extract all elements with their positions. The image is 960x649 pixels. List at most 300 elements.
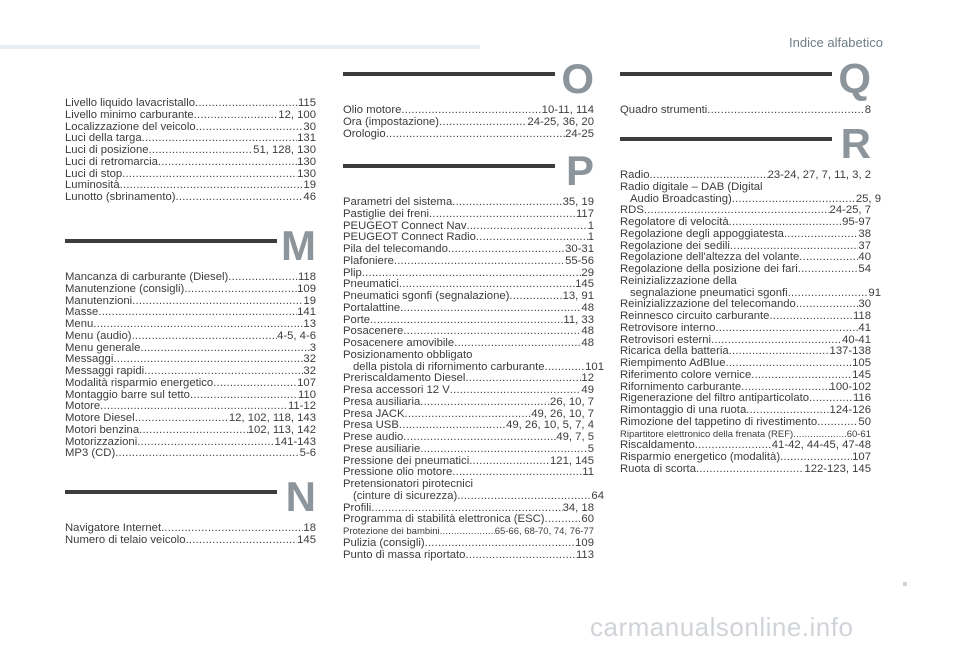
dot-leader — [746, 405, 829, 417]
dot-leader — [450, 385, 582, 397]
entry-pages: 60-61 — [846, 428, 871, 440]
dot-leader — [465, 550, 576, 562]
dot-leader — [452, 197, 562, 209]
dot-leader — [401, 105, 541, 117]
dot-leader — [799, 252, 858, 264]
entry-term: Modalità risparmio energetico — [65, 377, 214, 389]
entry-term: Ricarica della batteria — [620, 346, 729, 358]
entry-pages: 23-24, 27, 7, 11, 3, 2 — [767, 170, 871, 181]
section-rule — [620, 72, 832, 76]
section-letter: M — [281, 222, 316, 269]
entry-term: Posizionamento obbligato — [343, 349, 473, 361]
entry-term: Regolazione della posizione dei fari — [620, 264, 798, 275]
index-entry — [343, 326, 594, 338]
entry-term: Preriscaldamento Diesel — [343, 373, 466, 385]
dot-leader — [780, 452, 852, 464]
dot-leader — [729, 217, 842, 229]
entry-term: Risparmio energetico (modalità) — [620, 452, 781, 463]
entry-term: Messaggi — [65, 354, 114, 366]
index-entry — [65, 319, 316, 331]
index-entry — [620, 205, 871, 217]
dot-leader — [448, 244, 565, 256]
index-entry — [620, 346, 871, 358]
dot-leader — [93, 319, 303, 331]
index-entry — [65, 180, 316, 192]
section-header — [343, 147, 598, 197]
entry-pages: 124-126 — [829, 405, 871, 416]
dot-leader — [726, 358, 853, 370]
index-entry — [343, 129, 594, 141]
index-entry — [65, 331, 316, 343]
entry-term: Livello liquido lavacristallo — [65, 98, 195, 109]
dot-leader — [371, 503, 562, 515]
entry-pages: 131 — [297, 133, 316, 145]
section-rule — [65, 490, 277, 494]
entry-pages: 1 — [587, 232, 594, 244]
entry-term: Regolazione dell'altezza del volante — [620, 252, 800, 264]
index-entry — [343, 479, 594, 491]
entry-pages: 49, 26, 10, 5, 7, 4 — [506, 420, 594, 432]
index-entry — [343, 456, 594, 468]
entry-term: Pneumatici sgonfi (segnalazione) — [343, 291, 510, 302]
page-corner-mark — [903, 582, 907, 586]
entry-term: Olio motore — [343, 105, 402, 116]
dot-leader — [158, 157, 297, 169]
index-entry — [620, 276, 871, 288]
index-entry — [620, 311, 871, 323]
index-entry — [620, 299, 871, 311]
entry-pages: 32 — [303, 354, 316, 366]
index-entry — [620, 417, 871, 429]
entry-pages: 32 — [303, 366, 316, 377]
dot-leader — [809, 393, 853, 405]
index-entry — [65, 413, 316, 425]
entry-pages: 24-25, 7 — [829, 205, 871, 217]
entry-term: Riempimento AdBlue — [620, 358, 726, 369]
index-section-n — [65, 473, 320, 547]
entry-term: (cinture di sicurezza) — [353, 490, 458, 502]
entry-pages: 145 — [852, 369, 871, 381]
index-entry — [620, 288, 881, 300]
index-entry — [343, 117, 594, 129]
index-entry — [620, 382, 871, 394]
index-entry — [343, 432, 594, 444]
entry-term: Luci della targa — [65, 133, 142, 145]
entry-pages: 46 — [303, 192, 316, 203]
entry-term: Motore — [65, 401, 101, 413]
entry-pages: 24-25, 36, 20 — [527, 116, 594, 128]
dot-leader — [132, 331, 278, 343]
entry-pages: 13 — [303, 319, 316, 330]
entry-term: Navigatore Internet — [65, 523, 162, 534]
entry-term: Pressione dei pneumatici — [343, 455, 470, 467]
entry-pages: 26, 10, 7 — [550, 396, 594, 408]
section-rule — [620, 137, 832, 141]
dot-leader — [769, 311, 853, 323]
index-entry — [620, 335, 871, 347]
entry-term: Riscaldamento — [620, 440, 695, 452]
entry-term: Numero di telaio veicolo — [65, 534, 186, 546]
dot-leader — [370, 315, 563, 327]
entry-term: Posacenere amovibile — [343, 338, 455, 349]
entry-term: RDS — [620, 205, 644, 217]
entry-pages: 37 — [858, 240, 871, 252]
index-entry — [65, 366, 316, 378]
entry-pages: 5-6 — [299, 448, 316, 460]
entry-pages: 1 — [587, 220, 594, 232]
index-entry — [65, 192, 316, 204]
dot-leader — [440, 526, 495, 538]
entry-term: Menu (audio) — [65, 330, 132, 342]
entry-pages: 121, 145 — [550, 455, 594, 467]
index-entry — [620, 229, 871, 241]
dot-leader — [139, 425, 248, 437]
entry-term: Plip — [343, 267, 362, 279]
index-entry — [620, 241, 871, 253]
entry-term: Reinizializzazione del telecomando — [620, 299, 796, 311]
index-entry — [65, 378, 316, 390]
dot-leader — [730, 241, 859, 253]
entry-pages: 40-41 — [842, 334, 871, 346]
entry-term: Prese audio — [343, 432, 404, 443]
dot-leader — [429, 209, 576, 221]
entry-pages: 10-11, 114 — [541, 105, 594, 116]
index-entry — [65, 307, 316, 319]
entry-term: Quadro strumenti — [620, 105, 708, 116]
index-entry — [620, 429, 871, 441]
index-entry — [343, 303, 594, 315]
index-entry — [343, 350, 594, 362]
dot-leader — [405, 409, 532, 421]
dot-leader — [144, 366, 303, 378]
entry-pages: 11, 33 — [563, 314, 594, 326]
dot-leader — [399, 279, 575, 291]
entry-term: Regolazione degli appoggiatesta — [620, 228, 784, 240]
entry-pages: 109 — [297, 283, 316, 295]
entry-term: Menu — [65, 319, 94, 330]
dot-leader — [644, 205, 830, 217]
dot-leader — [100, 401, 288, 413]
entry-term: Porte — [343, 314, 371, 326]
watermark: carmanualsonline.info — [590, 612, 854, 642]
dot-leader — [796, 299, 859, 311]
dot-leader — [732, 194, 856, 206]
entry-term: Motori benzina — [65, 424, 140, 436]
entry-term: Posacenere — [343, 326, 404, 338]
index-entry — [65, 425, 316, 437]
dot-leader — [386, 129, 565, 141]
entry-pages: 5 — [587, 443, 594, 455]
index-entry — [65, 169, 316, 181]
dot-leader — [132, 296, 303, 308]
dot-leader — [545, 362, 586, 374]
section-title: Indice alfabetico — [789, 35, 883, 50]
dot-leader — [399, 420, 506, 432]
entry-pages: 48 — [581, 338, 594, 349]
index-entry — [65, 284, 316, 296]
index-entry — [65, 272, 316, 284]
index-section-p — [343, 147, 604, 561]
entry-term: Presa JACK — [343, 408, 405, 420]
entry-term: Orologio — [343, 128, 386, 140]
entry-pages: 49 — [581, 385, 594, 396]
dot-leader — [142, 133, 298, 145]
entry-term: Regolatore di velocità — [620, 217, 729, 228]
index-entry — [343, 467, 594, 479]
entry-pages: 137-138 — [829, 346, 871, 358]
section-header — [620, 55, 875, 105]
dot-leader — [469, 456, 550, 468]
dot-leader — [394, 256, 565, 268]
entry-term: Protezione dei bambini — [343, 526, 440, 537]
index-entry — [343, 232, 594, 244]
index-entry — [343, 279, 594, 291]
dot-leader — [184, 284, 297, 296]
dot-leader — [788, 288, 869, 300]
entry-term: Ruota di scorta — [620, 463, 696, 475]
dot-leader — [228, 272, 298, 284]
dot-leader — [452, 467, 582, 479]
index-entry — [343, 385, 594, 397]
entry-term: Luci di posizione — [65, 145, 149, 156]
entry-term: Rifornimento carburante — [620, 381, 742, 393]
dot-leader — [465, 373, 581, 385]
entry-pages: 65-66, 68-70, 74, 76-77 — [494, 526, 594, 537]
entry-term: Radio — [620, 170, 650, 181]
dot-leader — [213, 378, 297, 390]
index-entry — [343, 315, 594, 327]
dot-leader — [784, 229, 858, 241]
entry-pages: 100-102 — [829, 381, 871, 393]
entry-pages: 117 — [575, 208, 594, 220]
entry-pages: 30 — [858, 299, 871, 311]
index-section-q — [620, 55, 875, 117]
entry-pages: 109 — [575, 537, 594, 549]
entry-pages: 49, 7, 5 — [556, 432, 594, 443]
index-entry — [343, 491, 604, 503]
entry-pages: 116 — [852, 393, 871, 405]
index-entry — [620, 405, 871, 417]
index-entry — [343, 514, 594, 526]
entry-term: Regolazione dei sedili — [620, 240, 730, 252]
entry-pages: 54 — [858, 264, 871, 275]
entry-pages: 35, 19 — [562, 197, 594, 208]
index-entry — [65, 145, 316, 157]
entry-term: Rimontaggio di una ruota — [620, 405, 747, 416]
dot-leader — [711, 335, 842, 347]
index-section-continued — [65, 98, 320, 204]
entry-term: PEUGEOT Connect Nav — [343, 220, 467, 232]
entry-term: Radio digitale – DAB (Digital — [620, 181, 763, 193]
dot-leader — [403, 432, 556, 444]
entry-pages: 130 — [297, 168, 316, 180]
dot-leader — [196, 122, 304, 134]
dot-leader — [122, 169, 297, 181]
entry-pages: 118 — [852, 311, 871, 322]
entry-pages: 34, 18 — [562, 502, 594, 514]
dot-leader — [457, 491, 591, 503]
dot-leader — [696, 464, 804, 476]
entry-pages: 41-42, 44-45, 47-48 — [771, 440, 871, 452]
section-letter: O — [561, 55, 594, 102]
entry-term: segnalazione pneumatici sgonfi — [630, 287, 788, 299]
dot-leader — [425, 538, 576, 550]
index-entry — [343, 244, 594, 256]
dot-leader — [454, 338, 581, 350]
entry-pages: 3 — [309, 342, 316, 354]
section-rule — [343, 164, 555, 168]
index-entry — [343, 221, 594, 233]
dot-leader — [194, 110, 279, 122]
index-entry — [65, 437, 316, 449]
dot-leader — [798, 264, 859, 276]
entry-term: Audio Broadcasting) — [630, 193, 732, 205]
index-entry — [343, 338, 594, 350]
index-entry — [620, 452, 871, 464]
index-entry — [65, 401, 316, 413]
dot-leader — [115, 448, 299, 460]
index-entry — [65, 390, 316, 402]
dot-leader — [509, 291, 562, 303]
entry-term: Ora (impostazione) — [343, 116, 440, 128]
entry-term: Pneumatici — [343, 279, 399, 291]
entry-term: Portalattine — [343, 302, 401, 314]
dot-leader — [135, 413, 229, 425]
entry-pages: 13, 91 — [562, 291, 594, 302]
entry-term: Presa accessori 12 V — [343, 385, 450, 396]
entry-term: Menu generale — [65, 342, 141, 354]
entry-pages: 11 — [582, 467, 594, 479]
entry-pages: 41 — [858, 322, 871, 334]
entry-pages: 30-31 — [565, 244, 594, 255]
index-entry — [620, 440, 871, 452]
entry-pages: 12, 102, 118, 143 — [228, 413, 316, 424]
entry-pages: 4-5, 4-6 — [277, 330, 316, 342]
entry-pages: 55-56 — [565, 255, 594, 267]
entry-term: Mancanza di carburante (Diesel) — [65, 272, 229, 283]
index-entry — [343, 503, 594, 515]
entry-pages: 25, 9 — [855, 193, 881, 205]
entry-pages: 48 — [581, 302, 594, 314]
dot-leader — [476, 232, 588, 244]
entry-pages: 50 — [858, 416, 871, 428]
dot-leader — [140, 343, 309, 355]
index-entry — [65, 133, 316, 145]
section-rule — [65, 239, 277, 243]
entry-pages: 38 — [858, 228, 871, 240]
entry-term: Pastiglie dei freni — [343, 208, 430, 220]
entry-term: Pulizia (consigli) — [343, 537, 425, 549]
index-entry — [343, 397, 594, 409]
entry-term: Luci di retromarcia — [65, 156, 158, 168]
entry-pages: 101 — [585, 361, 604, 373]
dot-leader — [793, 429, 847, 441]
index-entry — [65, 535, 316, 547]
entry-term: Manutenzione (consigli) — [65, 283, 185, 295]
index-entry — [620, 464, 871, 476]
index-entry — [343, 526, 594, 538]
entry-term: Riferimento colore vernice — [620, 369, 752, 381]
entry-pages: 107 — [852, 452, 871, 463]
dot-leader — [161, 523, 303, 535]
entry-pages: 40 — [858, 252, 871, 264]
index-entry — [343, 197, 594, 209]
entry-pages: 11-12 — [287, 401, 316, 413]
index-entry — [65, 448, 316, 460]
entry-term: PEUGEOT Connect Radio — [343, 232, 476, 244]
dot-leader — [729, 346, 830, 358]
index-section-o — [343, 55, 598, 140]
entry-term: Plafoniere — [343, 255, 394, 267]
entry-pages: 48 — [581, 326, 594, 338]
top-decorative-bar — [0, 45, 480, 49]
entry-term: Luci di stop — [65, 168, 123, 180]
entry-term: della pistola di rifornimento carburante — [353, 361, 545, 373]
entry-pages: 19 — [303, 180, 316, 192]
index-entry — [343, 291, 594, 303]
dot-leader — [98, 307, 297, 319]
dot-leader — [120, 180, 304, 192]
dot-leader — [176, 192, 304, 204]
entry-term: Presa USB — [343, 420, 399, 432]
index-entry — [620, 217, 871, 229]
index-entry — [620, 264, 871, 276]
entry-term: Ripartitore elettronico della frenata (REF) — [620, 428, 794, 440]
index-entry — [343, 256, 594, 268]
entry-term: Retrovisori esterni — [620, 334, 712, 346]
index-entry — [65, 157, 316, 169]
entry-term: Masse — [65, 307, 99, 319]
section-header — [620, 120, 875, 170]
entry-term: Rigenerazione del filtro antiparticolato — [620, 393, 810, 405]
entry-pages: 110 — [297, 389, 316, 401]
dot-leader — [400, 303, 581, 315]
dot-leader — [420, 397, 550, 409]
entry-pages: 113 — [575, 549, 594, 561]
dot-leader — [190, 390, 298, 402]
dot-leader — [545, 514, 582, 526]
dot-leader — [195, 98, 298, 110]
entry-pages: 8 — [864, 105, 871, 116]
index-entry — [343, 268, 594, 280]
entry-pages: 30 — [303, 121, 316, 133]
entry-term: Punto di massa riportato — [343, 549, 466, 561]
dot-leader — [817, 417, 858, 429]
index-entry — [620, 252, 871, 264]
dot-leader — [707, 105, 864, 117]
entry-pages: 105 — [852, 358, 871, 369]
entry-term: Luminosità — [65, 180, 120, 192]
dot-leader — [113, 354, 303, 366]
entry-term: Parametri del sistema — [343, 197, 453, 208]
index-entry — [620, 323, 871, 335]
index-entry — [65, 343, 316, 355]
entry-term: Pretensionatori pirotecnici — [343, 479, 473, 490]
entry-pages: 141-143 — [274, 436, 316, 448]
entry-pages: 91 — [868, 287, 881, 299]
dot-leader — [186, 535, 298, 547]
section-letter: N — [285, 473, 316, 520]
entry-term: Manutenzioni — [65, 295, 133, 307]
entry-pages: 130 — [297, 156, 316, 168]
entry-term: Pressione olio motore — [343, 467, 453, 479]
entry-term: Presa ausiliaria — [343, 396, 421, 408]
section-header — [343, 55, 598, 105]
index-entry — [65, 296, 316, 308]
section-letter: Q — [838, 55, 871, 102]
index-entry — [343, 209, 594, 221]
entry-pages: 115 — [297, 98, 316, 109]
